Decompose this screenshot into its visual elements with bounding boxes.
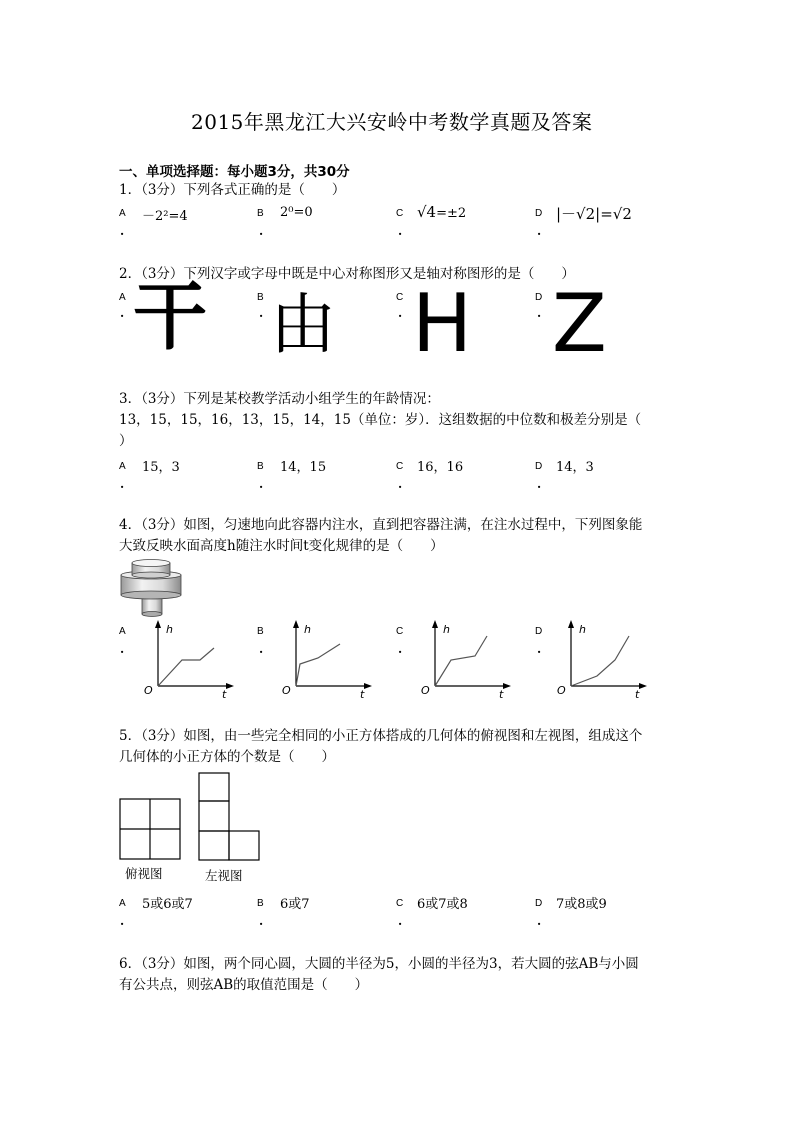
option-dot: .	[259, 477, 264, 491]
option-dot: .	[398, 477, 403, 491]
question-3-stem-line2: 13，15，15，16，13，15，14，15（单位：岁）．这组数据的中位数和极差分别是（	[119, 412, 642, 428]
glyph-gan[interactable]: 干	[133, 274, 207, 360]
graph-option-d[interactable]	[553, 618, 649, 700]
option-letter-b: B	[257, 208, 264, 219]
option-letter-d: D	[535, 208, 543, 219]
option-letter-c: C	[396, 461, 404, 472]
option-letter-b: B	[257, 292, 264, 303]
option-a-text[interactable]: 15，3	[142, 460, 180, 475]
question-5-stem-line2: 几何体的小正方体的个数是（ ）	[119, 749, 335, 765]
axis-t-label: t	[499, 688, 504, 700]
option-dot: .	[120, 477, 125, 491]
option-dot: .	[537, 477, 542, 491]
container-figure	[118, 558, 182, 618]
graph-option-b[interactable]	[278, 618, 374, 700]
graph-option-a[interactable]	[140, 618, 236, 700]
option-dot: .	[398, 642, 403, 656]
option-letter-d: D	[535, 626, 543, 637]
question-2-stem: 2．（3分）下列汉字或字母中既是中心对称图形又是轴对称图形的是（ ）	[119, 266, 575, 282]
axis-h-label: h	[579, 623, 586, 636]
document-title: 2015年黑龙江大兴安岭中考数学真题及答案	[191, 110, 593, 134]
option-letter-c: C	[396, 626, 404, 637]
option-letter-b: B	[257, 461, 264, 472]
top-view-label: 俯视图	[125, 866, 163, 881]
option-dot: .	[120, 306, 125, 320]
option-letter-a: A	[119, 461, 126, 472]
graph-option-c[interactable]	[417, 618, 513, 700]
axis-h-label: h	[166, 623, 173, 636]
option-letter-d: D	[535, 292, 543, 303]
option-dot: .	[259, 914, 264, 928]
option-a-text[interactable]: 5或6或7	[142, 897, 193, 912]
option-dot: .	[259, 306, 264, 320]
option-dot: .	[259, 224, 264, 238]
option-dot: .	[537, 306, 542, 320]
option-letter-a: A	[119, 208, 126, 219]
option-dot: .	[120, 642, 125, 656]
option-d-text[interactable]: 14，3	[556, 460, 594, 475]
left-view-label: 左视图	[205, 868, 243, 883]
origin-label: O	[421, 684, 430, 697]
option-dot: .	[120, 914, 125, 928]
option-d-text[interactable]: |－√2|=√2	[556, 205, 632, 223]
sqrt-expression: √4	[417, 203, 437, 221]
option-a-text[interactable]: －2²=4	[142, 209, 188, 224]
top-view-figure	[119, 798, 181, 860]
option-c-text[interactable]: 6或7或8	[417, 897, 468, 912]
section-heading: 一、单项选择题：每小题3分，共30分	[119, 164, 350, 180]
option-b-text[interactable]: 2⁰=0	[280, 205, 313, 220]
option-dot: .	[537, 914, 542, 928]
option-d-text[interactable]: 7或8或9	[556, 897, 607, 912]
question-5-stem-line1: 5．（3分）如图，由一些完全相同的小正方体搭成的几何体的俯视图和左视图，组成这个	[119, 728, 643, 744]
option-b-text[interactable]: 14，15	[280, 460, 327, 475]
option-dot: .	[259, 642, 264, 656]
option-letter-c: C	[396, 898, 404, 909]
question-3-stem-line1: 3．（3分）下列是某校教学活动小组学生的年龄情况：	[119, 391, 440, 407]
question-4-stem-line2: 大致反映水面高度h随注水时间t变化规律的是（ ）	[119, 538, 444, 554]
option-dot: .	[398, 914, 403, 928]
option-c-rest: =±2	[436, 206, 467, 221]
option-dot: .	[537, 642, 542, 656]
option-letter-a: A	[119, 626, 126, 637]
option-letter-a: A	[119, 292, 126, 303]
option-dot: .	[120, 224, 125, 238]
origin-label: O	[557, 684, 566, 697]
axis-h-label: h	[304, 623, 311, 636]
option-c-text[interactable]: 16，16	[417, 460, 464, 475]
glyph-z[interactable]: Z	[552, 277, 607, 370]
origin-label: O	[144, 684, 153, 697]
question-6-stem-line2: 有公共点，则弦AB的取值范围是（ ）	[119, 977, 369, 993]
option-letter-a: A	[119, 898, 126, 909]
glyph-you[interactable]: 由	[270, 286, 336, 363]
option-letter-d: D	[535, 461, 543, 472]
option-letter-c: C	[396, 208, 404, 219]
option-dot: .	[537, 224, 542, 238]
option-letter-c: C	[396, 292, 404, 303]
axis-t-label: t	[222, 688, 227, 700]
option-c-text[interactable]	[417, 203, 466, 221]
option-letter-b: B	[257, 898, 264, 909]
option-dot: .	[398, 306, 403, 320]
axis-t-label: t	[360, 688, 365, 700]
axis-t-label: t	[635, 688, 640, 700]
origin-label: O	[282, 684, 291, 697]
question-3-stem-line3: ）	[119, 433, 133, 449]
question-1-stem: 1．（3分）下列各式正确的是（ ）	[119, 182, 346, 198]
option-dot: .	[398, 224, 403, 238]
glyph-h[interactable]: H	[412, 277, 473, 370]
question-6-stem-line1: 6．（3分）如图，两个同心圆，大圆的半径为5，小圆的半径为3，若大圆的弦AB与小圆	[119, 956, 639, 972]
option-letter-d: D	[535, 898, 543, 909]
left-view-figure	[198, 772, 260, 862]
question-4-stem-line1: 4．（3分）如图，匀速地向此容器内注水，直到把容器注满，在注水过程中，下列图象能	[119, 517, 643, 533]
axis-h-label: h	[443, 623, 450, 636]
option-b-text[interactable]: 6或7	[280, 897, 310, 912]
option-letter-b: B	[257, 626, 264, 637]
